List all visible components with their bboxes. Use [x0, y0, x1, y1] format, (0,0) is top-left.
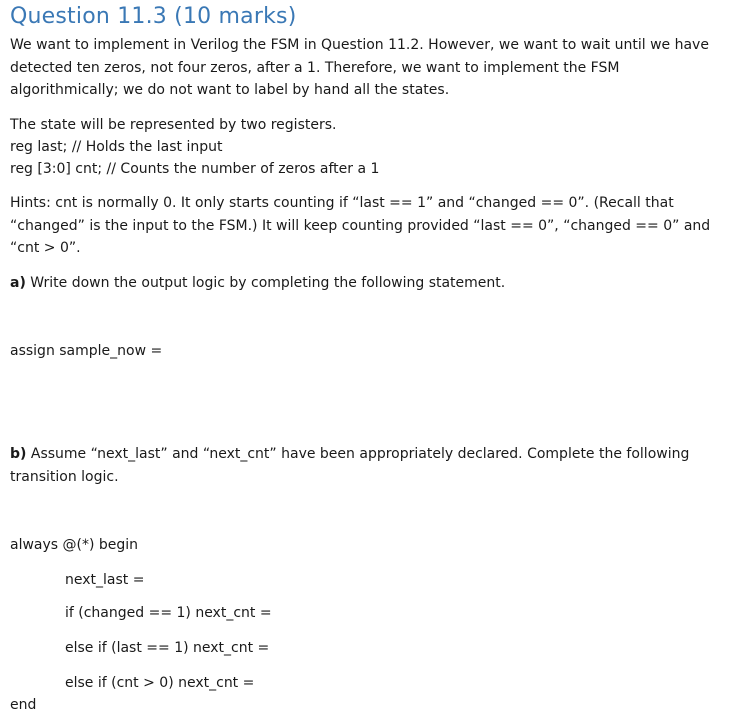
question-title: Question 11.3 (10 marks) [10, 4, 297, 29]
code-line-next-last: next_last = [65, 572, 145, 588]
code-line-end: end [10, 697, 37, 713]
reg-cnt-line: reg [3:0] cnt; // Counts the number of zeros after a 1 [10, 161, 380, 177]
code-line-always: always @(*) begin [10, 537, 139, 553]
part-a-prompt [10, 272, 715, 295]
part-a-text: Write down the output logic by completing the following statement. [25, 275, 506, 291]
intro-paragraph: We want to implement in Verilog the FSM in Question 11.2. However, we want to wait until we have detected ten zeros, not four zeros, after a 1. Therefore, we want to implement the FSM algorithmically; we do not want to label by hand all the states. [10, 37, 709, 98]
part-b-prompt [10, 443, 715, 488]
part-b-text: Assume “next_last” and “next_cnt” have been appropriately declared. Complete the following transition logic. [10, 446, 690, 485]
part-a-label: a) [10, 275, 26, 291]
code-line-if-changed: if (changed == 1) next_cnt = [65, 605, 272, 621]
part-b-label: b) [10, 446, 27, 462]
reg-last-line: reg last; // Holds the last input [10, 139, 223, 155]
hints-paragraph: Hints: cnt is normally 0. It only starts counting if “last == 1” and “changed == 0”. (Recall that “changed” is the input to the FSM.) It will keep counting provided “last == 0”, “changed == 0” and “cnt > 0”. [10, 195, 711, 256]
assign-statement: assign sample_now = [10, 343, 163, 359]
code-line-else-if-cnt: else if (cnt > 0) next_cnt = [65, 675, 255, 691]
code-line-else-if-last: else if (last == 1) next_cnt = [65, 640, 270, 656]
registers-intro: The state will be represented by two registers. [10, 117, 337, 133]
